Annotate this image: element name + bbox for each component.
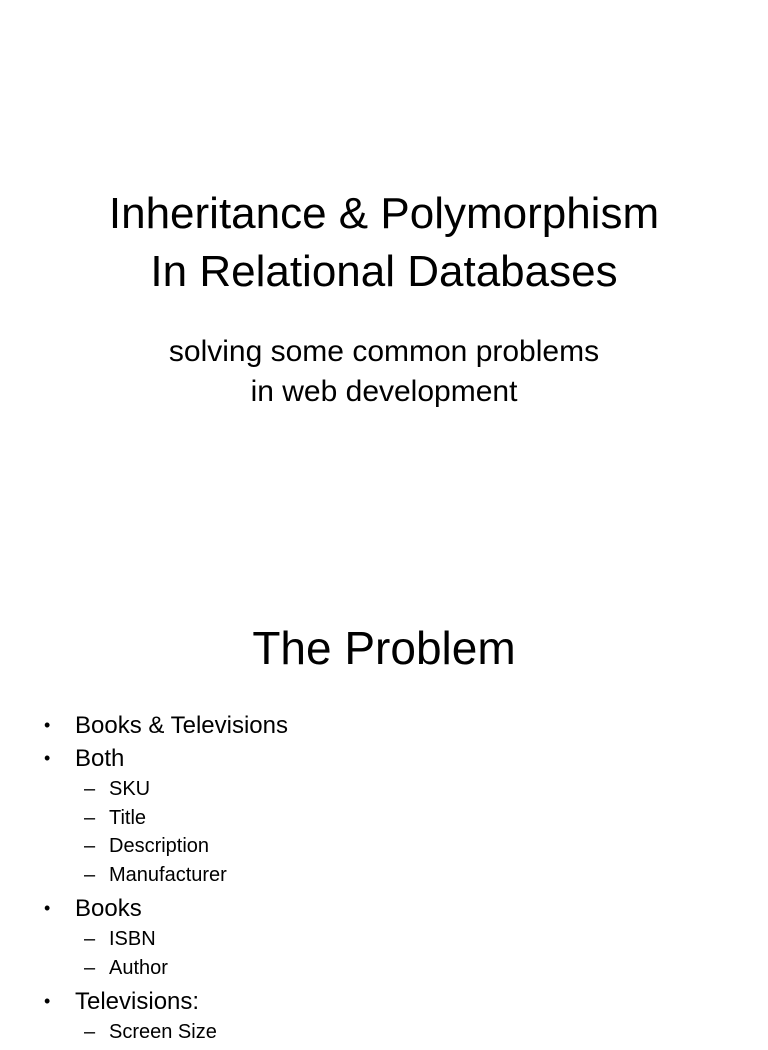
bullet-marker: • [44, 898, 51, 918]
sub-bullet-marker: – [84, 928, 96, 950]
sub-bullet-text: Author [109, 956, 168, 979]
bullet-item [44, 709, 288, 742]
problem-slide-title: The Problem [252, 622, 516, 674]
sub-bullet-item [44, 804, 288, 833]
sub-bullet-text: Screen Size [109, 1021, 217, 1043]
sub-bullet-text: ISBN [109, 928, 156, 950]
sub-bullet-item [44, 1018, 288, 1047]
sub-bullet-text: SKU [109, 778, 151, 800]
slide-title-line-2: In Relational Databases [150, 247, 618, 296]
bullet-text: Televisions: [75, 988, 200, 1015]
sub-bullet-marker: – [84, 956, 96, 979]
sub-bullet-marker: – [84, 863, 96, 886]
bullet-list [44, 709, 288, 1050]
bullet-text: Both [75, 745, 125, 772]
sub-bullet-list [44, 775, 288, 889]
sub-bullet-marker: – [84, 1021, 96, 1043]
sub-bullet-list [44, 925, 288, 982]
sub-bullet-item [44, 832, 288, 861]
sub-bullet-item [44, 954, 288, 983]
sub-bullet-text: Title [109, 806, 147, 829]
sub-bullet-text: Description [109, 835, 210, 857]
slide-title-line-1: Inheritance & Polymorphism [108, 189, 660, 238]
bullet-marker: • [44, 715, 51, 735]
sub-bullet-marker: – [84, 806, 96, 829]
bullet-item [44, 985, 288, 1018]
bullet-marker: • [44, 748, 51, 768]
slide-subtitle-line-2: in web development [250, 375, 518, 408]
sub-bullet-item [44, 861, 288, 890]
slide-subtitle-line-1: solving some common problems [168, 335, 600, 368]
sub-bullet-item [44, 925, 288, 954]
sub-bullet-marker: – [84, 835, 96, 857]
bullet-item [44, 742, 288, 775]
bullet-marker: • [44, 991, 51, 1011]
bullet-item [44, 892, 288, 925]
slide-subtitle [0, 332, 768, 412]
slide-title [0, 185, 768, 301]
sub-bullet-item [44, 775, 288, 804]
sub-bullet-text: Manufacturer [109, 863, 227, 886]
problem-slide [0, 576, 768, 1043]
bullet-text: Books [75, 895, 142, 922]
bullet-text: Books & Televisions [75, 712, 288, 739]
sub-bullet-list [44, 1018, 288, 1047]
sub-bullet-marker: – [84, 778, 96, 800]
